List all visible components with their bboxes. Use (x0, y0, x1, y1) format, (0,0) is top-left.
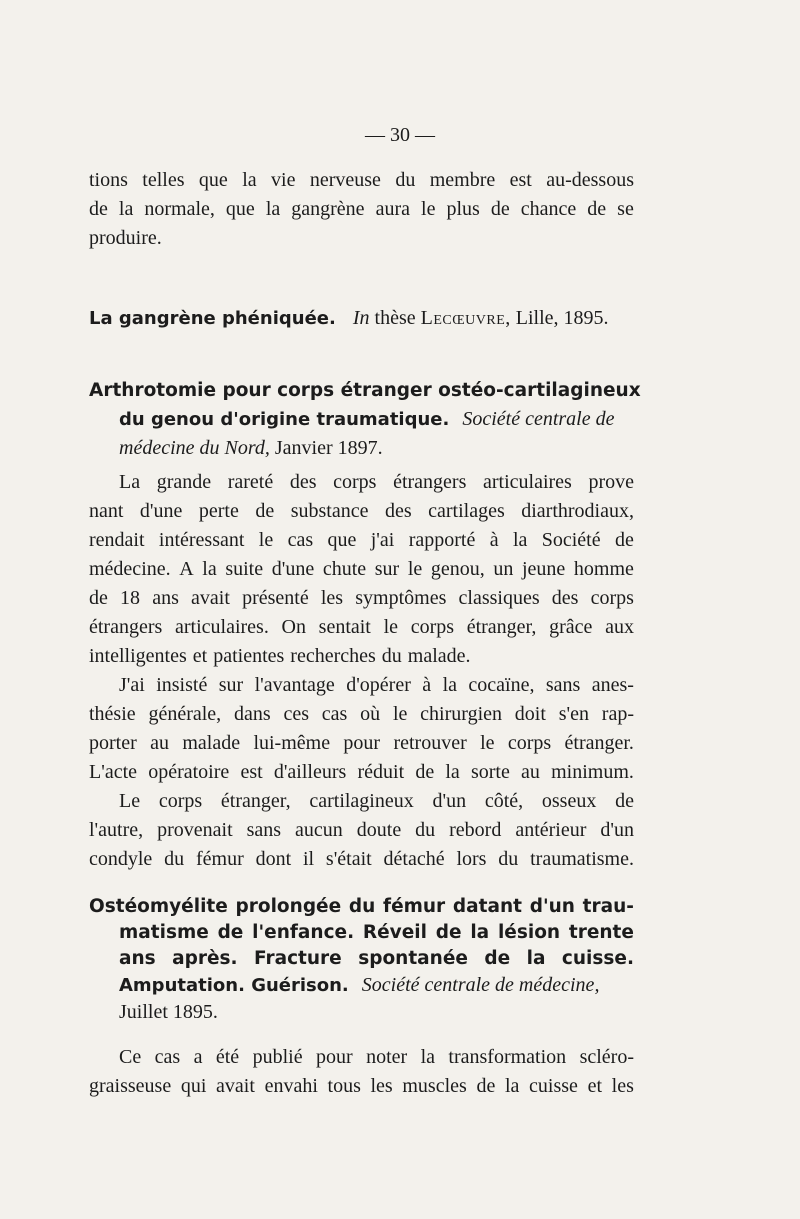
body-line: Ce cas a été publié pour noter la transformation scléro- (119, 1046, 634, 1068)
body-line: porter au malade lui-même pour retrouver le corps étranger. (89, 732, 634, 754)
body-line: de 18 ans avait présenté les symptômes classiques des corps (89, 587, 634, 609)
ref3-title-line-4: Amputation. Guérison. (119, 975, 349, 996)
intro-line-2: de la normale, que la gangrène aura le plus de chance de se (89, 198, 634, 220)
body-line: condyle du fémur dont il s'était détaché lors du traumatisme. (89, 848, 634, 870)
intro-line-1: tions telles que la vie nerveuse du membre est au-dessous (89, 169, 634, 191)
ref1-place-year: Lille, 1895. (515, 307, 609, 329)
body-line: J'ai insisté sur l'avantage d'opérer à la cocaïne, sans anes- (119, 674, 634, 696)
reference-3-body (89, 1043, 634, 1101)
intro-paragraph (89, 166, 634, 253)
ref2-society-1: Société centrale de (462, 408, 615, 430)
body-line: thésie générale, dans ces cas où le chirurgien doit s'en rap- (89, 703, 634, 725)
ref2-title-line-2: du genou d'origine traumatique. (119, 409, 450, 430)
body-line: La grande rareté des corps étrangers articulaires prove (119, 471, 634, 493)
ref3-date: Juillet 1895. (119, 1001, 218, 1023)
ref1-in: In (352, 307, 370, 329)
ref2-title-line-2-row (89, 405, 634, 434)
body-line: Le corps étranger, cartilagineux d'un côté, osseux de (119, 790, 634, 812)
body-line: médecine. A la suite d'une chute sur le genou, un jeune homme (89, 558, 634, 580)
page-number: — 30 — (365, 124, 435, 146)
ref3-title-line-2: matisme de l'enfance. Réveil de la lésion trente (119, 922, 634, 943)
ref2-society-2: médecine du Nord, (119, 437, 270, 459)
reference-3 (89, 894, 634, 1025)
body-line: étrangers articulaires. On sentait le corps étranger, grâce aux (89, 616, 634, 638)
body-line: graisseuse qui avait envahi tous les muscles de la cuisse et les (89, 1075, 634, 1097)
ref3-title-line-3: ans après. Fracture spontanée de la cuisse. (119, 948, 634, 969)
ref2-source-row (89, 434, 634, 462)
reference-2 (89, 377, 641, 462)
body-line: nant d'une perte de substance des cartilages diarthrodiaux, (89, 500, 634, 522)
ref3-title-line-4-row (89, 972, 634, 999)
reference-1 (89, 307, 634, 330)
body-line: L'acte opératoire est d'ailleurs réduit de la sorte au minimum. (89, 761, 634, 783)
ref3-society: Société centrale de médecine, (361, 974, 600, 996)
ref1-title: La gangrène phéniquée. (89, 308, 336, 329)
ref3-title-line-1: Ostéomyélite prolongée du fémur datant d'un trau- (89, 896, 634, 917)
intro-line-3: produire. (89, 227, 162, 249)
ref2-date: Janvier 1897. (274, 437, 383, 459)
ref1-text: thèse (374, 307, 416, 329)
body-line: l'autre, provenait sans aucun doute du rebord antérieur d'un (89, 819, 634, 841)
body-line: rendait intéressant le cas que j'ai rapporté à la Société de (89, 529, 634, 551)
ref2-title-line-1: Arthrotomie pour corps étranger ostéo-cartilagineux (89, 380, 641, 401)
reference-2-body (89, 468, 634, 874)
body-line: intelligentes et patientes recherches du malade. (89, 645, 471, 667)
ref1-author: Lecœuvre, (420, 307, 511, 329)
